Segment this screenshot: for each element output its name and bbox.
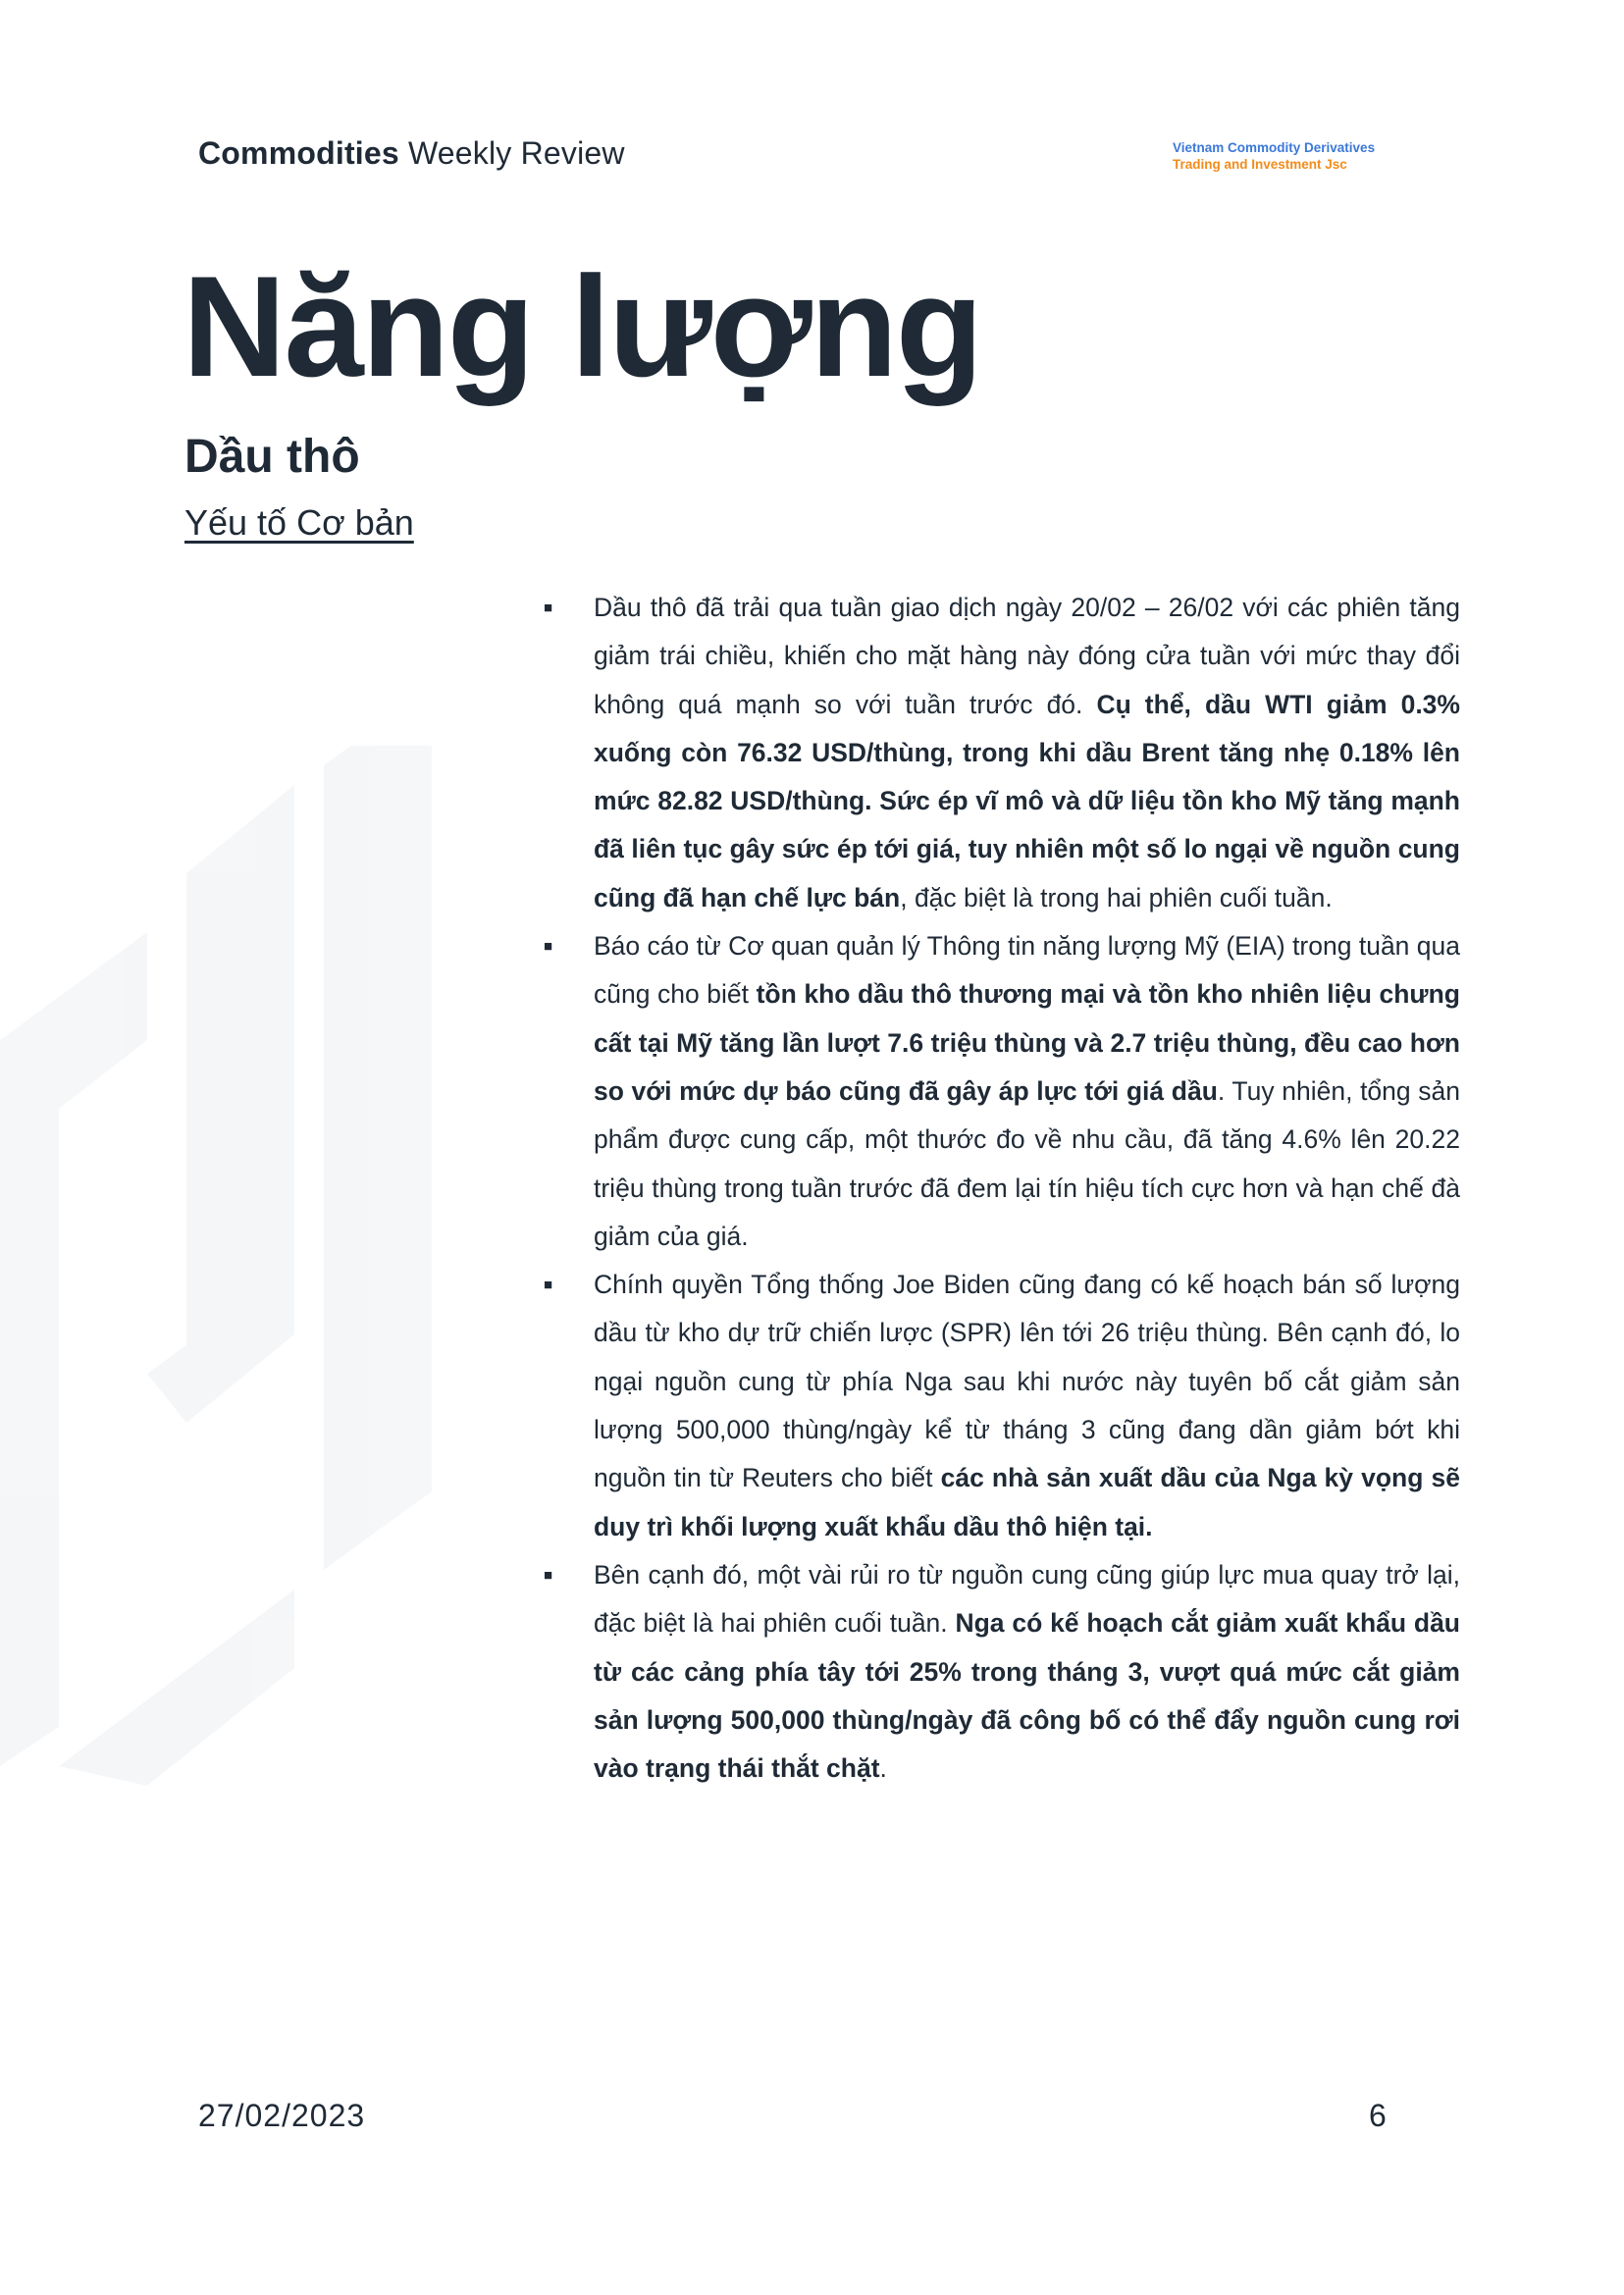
bullet-item (538, 922, 1460, 1261)
bullet-list (538, 584, 1460, 1793)
bullet-bold-text: Nga có kế hoạch cắt giảm xuất khẩu dầu từ các cảng phía tây tới 25% trong tháng 3, vượt quá mức cắt giảm sản lượng 500,000 thùng/ngày đã công bố có thể đẩy nguồn cung rơi vào trạng thái thắt chặt (594, 1608, 1460, 1784)
logo-line-2: Trading and Investment Jsc (1173, 157, 1347, 172)
bullet-text: Dầu thô đã trải qua tuần giao dịch ngày 20/02 – 26/02 với các phiên tăng giảm trái chiều, khiến cho mặt hàng này đóng cửa tuần với mức thay đổi không quá mạnh so với tuần trước đó. (594, 593, 1460, 719)
bullet-marker-icon: ■ (544, 1566, 553, 1584)
report-header-title-bold: Commodities (198, 135, 399, 171)
logo-line-1: Vietnam Commodity Derivatives (1173, 140, 1376, 155)
page-title: Năng lượng (183, 246, 982, 406)
report-header-title-rest: Weekly Review (398, 135, 625, 171)
background-watermark (0, 746, 553, 1805)
bullet-marker-icon: ■ (544, 1277, 553, 1294)
bullet-bold-text: Cụ thể, dầu WTI giảm 0.3% xuống còn 76.32 USD/thùng, trong khi dầu Brent tăng nhẹ 0.18% lên mức 82.82 USD/thùng. Sức ép vĩ mô và dữ liệu tồn kho Mỹ tăng mạnh đã liên tục gây sức ép tới giá, tuy nhiên một số lo ngại về nguồn cung cũng đã hạn chế lực bán (594, 689, 1460, 913)
bullet-text: . Tuy nhiên, tổng sản phẩm được cung cấp, một thước đo về nhu cầu, đã tăng 4.6% lên 20.22 triệu thùng trong tuần trước đã đem lại tín hiệu tích cực hơn và hạn chế đà giảm của giá. (594, 1075, 1460, 1251)
footer-page-number: 6 (1369, 2098, 1387, 2133)
bullet-marker-icon: ■ (544, 600, 553, 616)
bullet-item (538, 584, 1460, 922)
bullet-bold-text: tồn kho dầu thô thương mại và tồn kho nhiên liệu chưng cất tại Mỹ tăng lần lượt 7.6 triệu thùng và 2.7 triệu thùng, đều cao hơn so với mức dự báo cũng đã gây áp lực tới giá dầu (594, 979, 1460, 1106)
bullet-marker-icon: ■ (544, 938, 553, 956)
section-title: Dầu thô (184, 431, 360, 483)
bullet-text: Chính quyền Tổng thống Joe Biden cũng đang có kế hoạch bán số lượng dầu từ kho dự trữ chiến lược (SPR) lên tới 26 triệu thùng. Bên cạnh đó, lo ngại nguồn cung từ phía Nga sau khi nước này tuyên bố cắt giảm sản lượng 500,000 thùng/ngày kể từ tháng 3 cũng đang dần giảm bớt khi nguồn tin từ Reuters cho biết (594, 1270, 1460, 1493)
subsection-title: Yếu tố Cơ bản (184, 502, 414, 543)
report-header-title (198, 135, 625, 172)
bullet-text: . (879, 1753, 887, 1784)
bullet-item (538, 1261, 1460, 1551)
bullet-text: Báo cáo từ Cơ quan quản lý Thông tin năng lượng Mỹ (EIA) trong tuần qua cũng cho biết (594, 931, 1460, 1010)
bullet-item (538, 1551, 1460, 1793)
bullet-text: , đặc biệt là trong hai phiên cuối tuần. (900, 882, 1333, 913)
bullet-text: Bên cạnh đó, một vài rủi ro từ nguồn cung cũng giúp lực mua quay trở lại, đặc biệt là hai phiên cuối tuần. (594, 1559, 1460, 1639)
footer-date: 27/02/2023 (198, 2098, 366, 2133)
bullet-bold-text: các nhà sản xuất dầu của Nga kỳ vọng sẽ duy trì khối lượng xuất khẩu dầu thô hiện tại. (594, 1463, 1460, 1541)
company-logo (1173, 139, 1375, 173)
